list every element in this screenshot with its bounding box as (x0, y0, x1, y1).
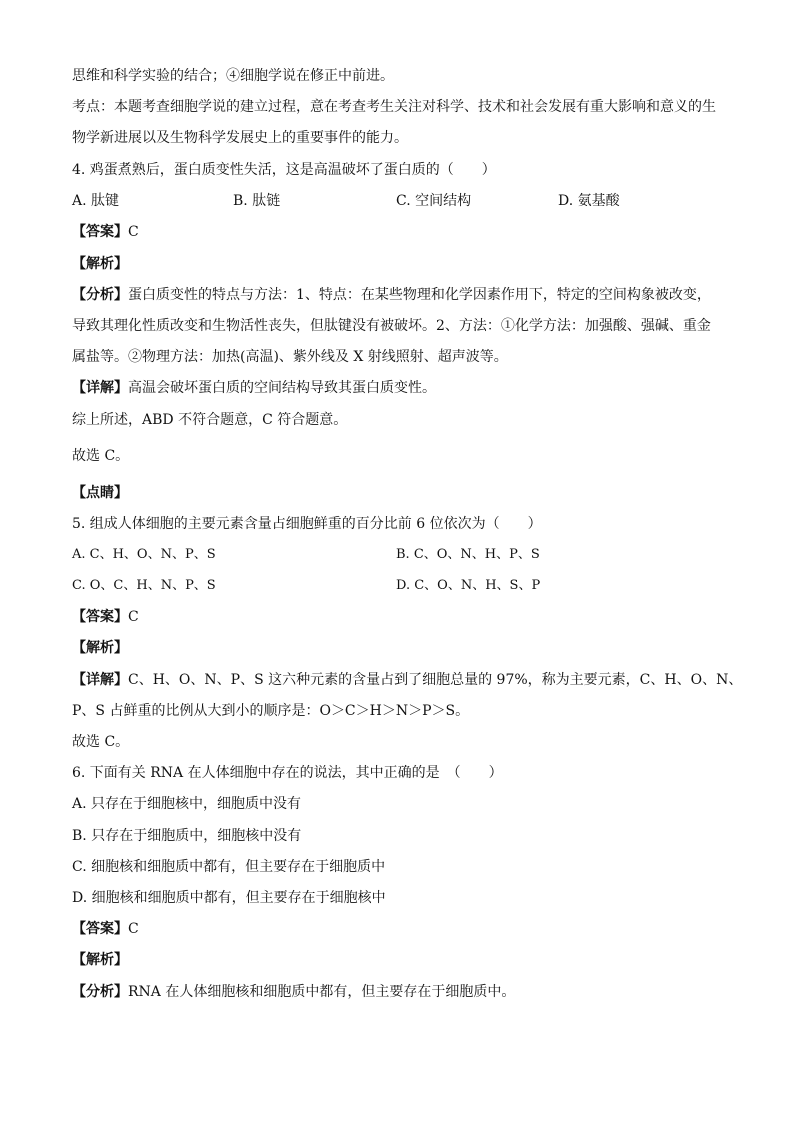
text-line: 思维和科学实验的结合；④细胞学说在修正中前进。 (72, 68, 394, 84)
q5-option-b: B. C、O、N、H、P、S (396, 547, 540, 562)
q5-option-d: D. C、O、N、H、S、P (396, 578, 541, 593)
fenxi-text: 蛋白质变性的特点与方法：1、特点：在某些物理和化学因素作用下，特定的空间构象被改变， (128, 287, 711, 303)
fenxi-text: RNA 在人体细胞核和细胞质中都有，但主要存在于细胞质中。 (128, 984, 516, 1000)
answer-value: C (128, 609, 139, 625)
q4-choose: 故选 C。 (72, 448, 130, 464)
q4-detail (72, 378, 436, 398)
q5-detail-2: P、S 占鲜重的比例从大到小的顺序是：O＞C＞H＞N＞P＞S。 (72, 703, 470, 719)
q5-option-c: C. O、C、H、N、P、S (72, 578, 216, 593)
detail-tag: 【详解】 (72, 672, 128, 688)
answer-value: C (128, 921, 139, 937)
q6-analysis-heading (72, 950, 128, 970)
q5-option-a: A. C、H、O、N、P、S (72, 547, 216, 562)
text-line: 物学新进展以及生物科学发展史上的重要事件的能力。 (72, 130, 408, 146)
answer-tag: 【答案】 (72, 609, 128, 625)
q5-choose: 故选 C。 (72, 734, 130, 750)
q4-option-a: A. 肽键 (72, 193, 120, 209)
question-4-stem: 4. 鸡蛋煮熟后，蛋白质变性失活，这是高温破坏了蛋白质的（ ） (72, 162, 496, 178)
q4-answer (72, 222, 139, 242)
q5-answer (72, 607, 139, 627)
q6-option-c: C. 细胞核和细胞质中都有，但主要存在于细胞质中 (72, 859, 386, 875)
exam-point-line: 考点：本题考查细胞学说的建立过程，意在考查考生关注对科学、技术和社会发展有重大影响和意义的生 (72, 99, 716, 115)
question-5-stem: 5. 组成人体细胞的主要元素含量占细胞鲜重的百分比前 6 位依次为（ ） (72, 516, 542, 532)
q6-option-d: D. 细胞核和细胞质中都有，但主要存在于细胞核中 (72, 890, 386, 906)
analysis-tag: 【解析】 (72, 256, 128, 272)
analysis-tag: 【解析】 (72, 952, 128, 968)
fenxi-tag: 【分析】 (72, 984, 128, 1000)
analysis-tag: 【解析】 (72, 640, 128, 656)
q4-option-d: D. 氨基酸 (558, 193, 620, 209)
q4-analysis-heading (72, 254, 128, 274)
detail-text: C、H、O、N、P、S 这六种元素的含量占到了细胞总量的 97%，称为主要元素，C、H、O、N、 (128, 672, 743, 688)
q4-fenxi-1 (72, 285, 711, 305)
q4-option-b: B. 肽链 (233, 193, 281, 209)
detail-text: 高温会破坏蛋白质的空间结构导致其蛋白质变性。 (128, 380, 436, 396)
answer-value: C (128, 224, 139, 240)
q4-option-c: C. 空间结构 (396, 193, 472, 209)
question-6-stem: 6. 下面有关 RNA 在人体细胞中存在的说法，其中正确的是 （ ） (72, 765, 503, 781)
q6-option-b: B. 只存在于细胞质中，细胞核中没有 (72, 828, 302, 844)
q4-summary: 综上所述，ABD 不符合题意，C 符合题意。 (72, 412, 348, 428)
q5-detail-1 (72, 670, 742, 690)
dianjing-tag: 【点睛】 (72, 485, 128, 501)
q6-fenxi (72, 982, 515, 1002)
answer-tag: 【答案】 (72, 224, 128, 240)
q4-fenxi-2: 导致其理化性质改变和生物活性丧失，但肽键没有被破坏。2、方法：①化学方法：加强酸、强碱、重金 (72, 318, 711, 334)
answer-tag: 【答案】 (72, 921, 128, 937)
q6-answer (72, 919, 139, 939)
q5-analysis-heading (72, 638, 128, 658)
q4-fenxi-3: 属盐等。②物理方法：加热(高温)、紫外线及 X 射线照射、超声波等。 (72, 349, 508, 365)
fenxi-tag: 【分析】 (72, 287, 128, 303)
q6-option-a: A. 只存在于细胞核中，细胞质中没有 (72, 796, 302, 812)
detail-tag: 【详解】 (72, 380, 128, 396)
q4-dianjing (72, 483, 128, 503)
